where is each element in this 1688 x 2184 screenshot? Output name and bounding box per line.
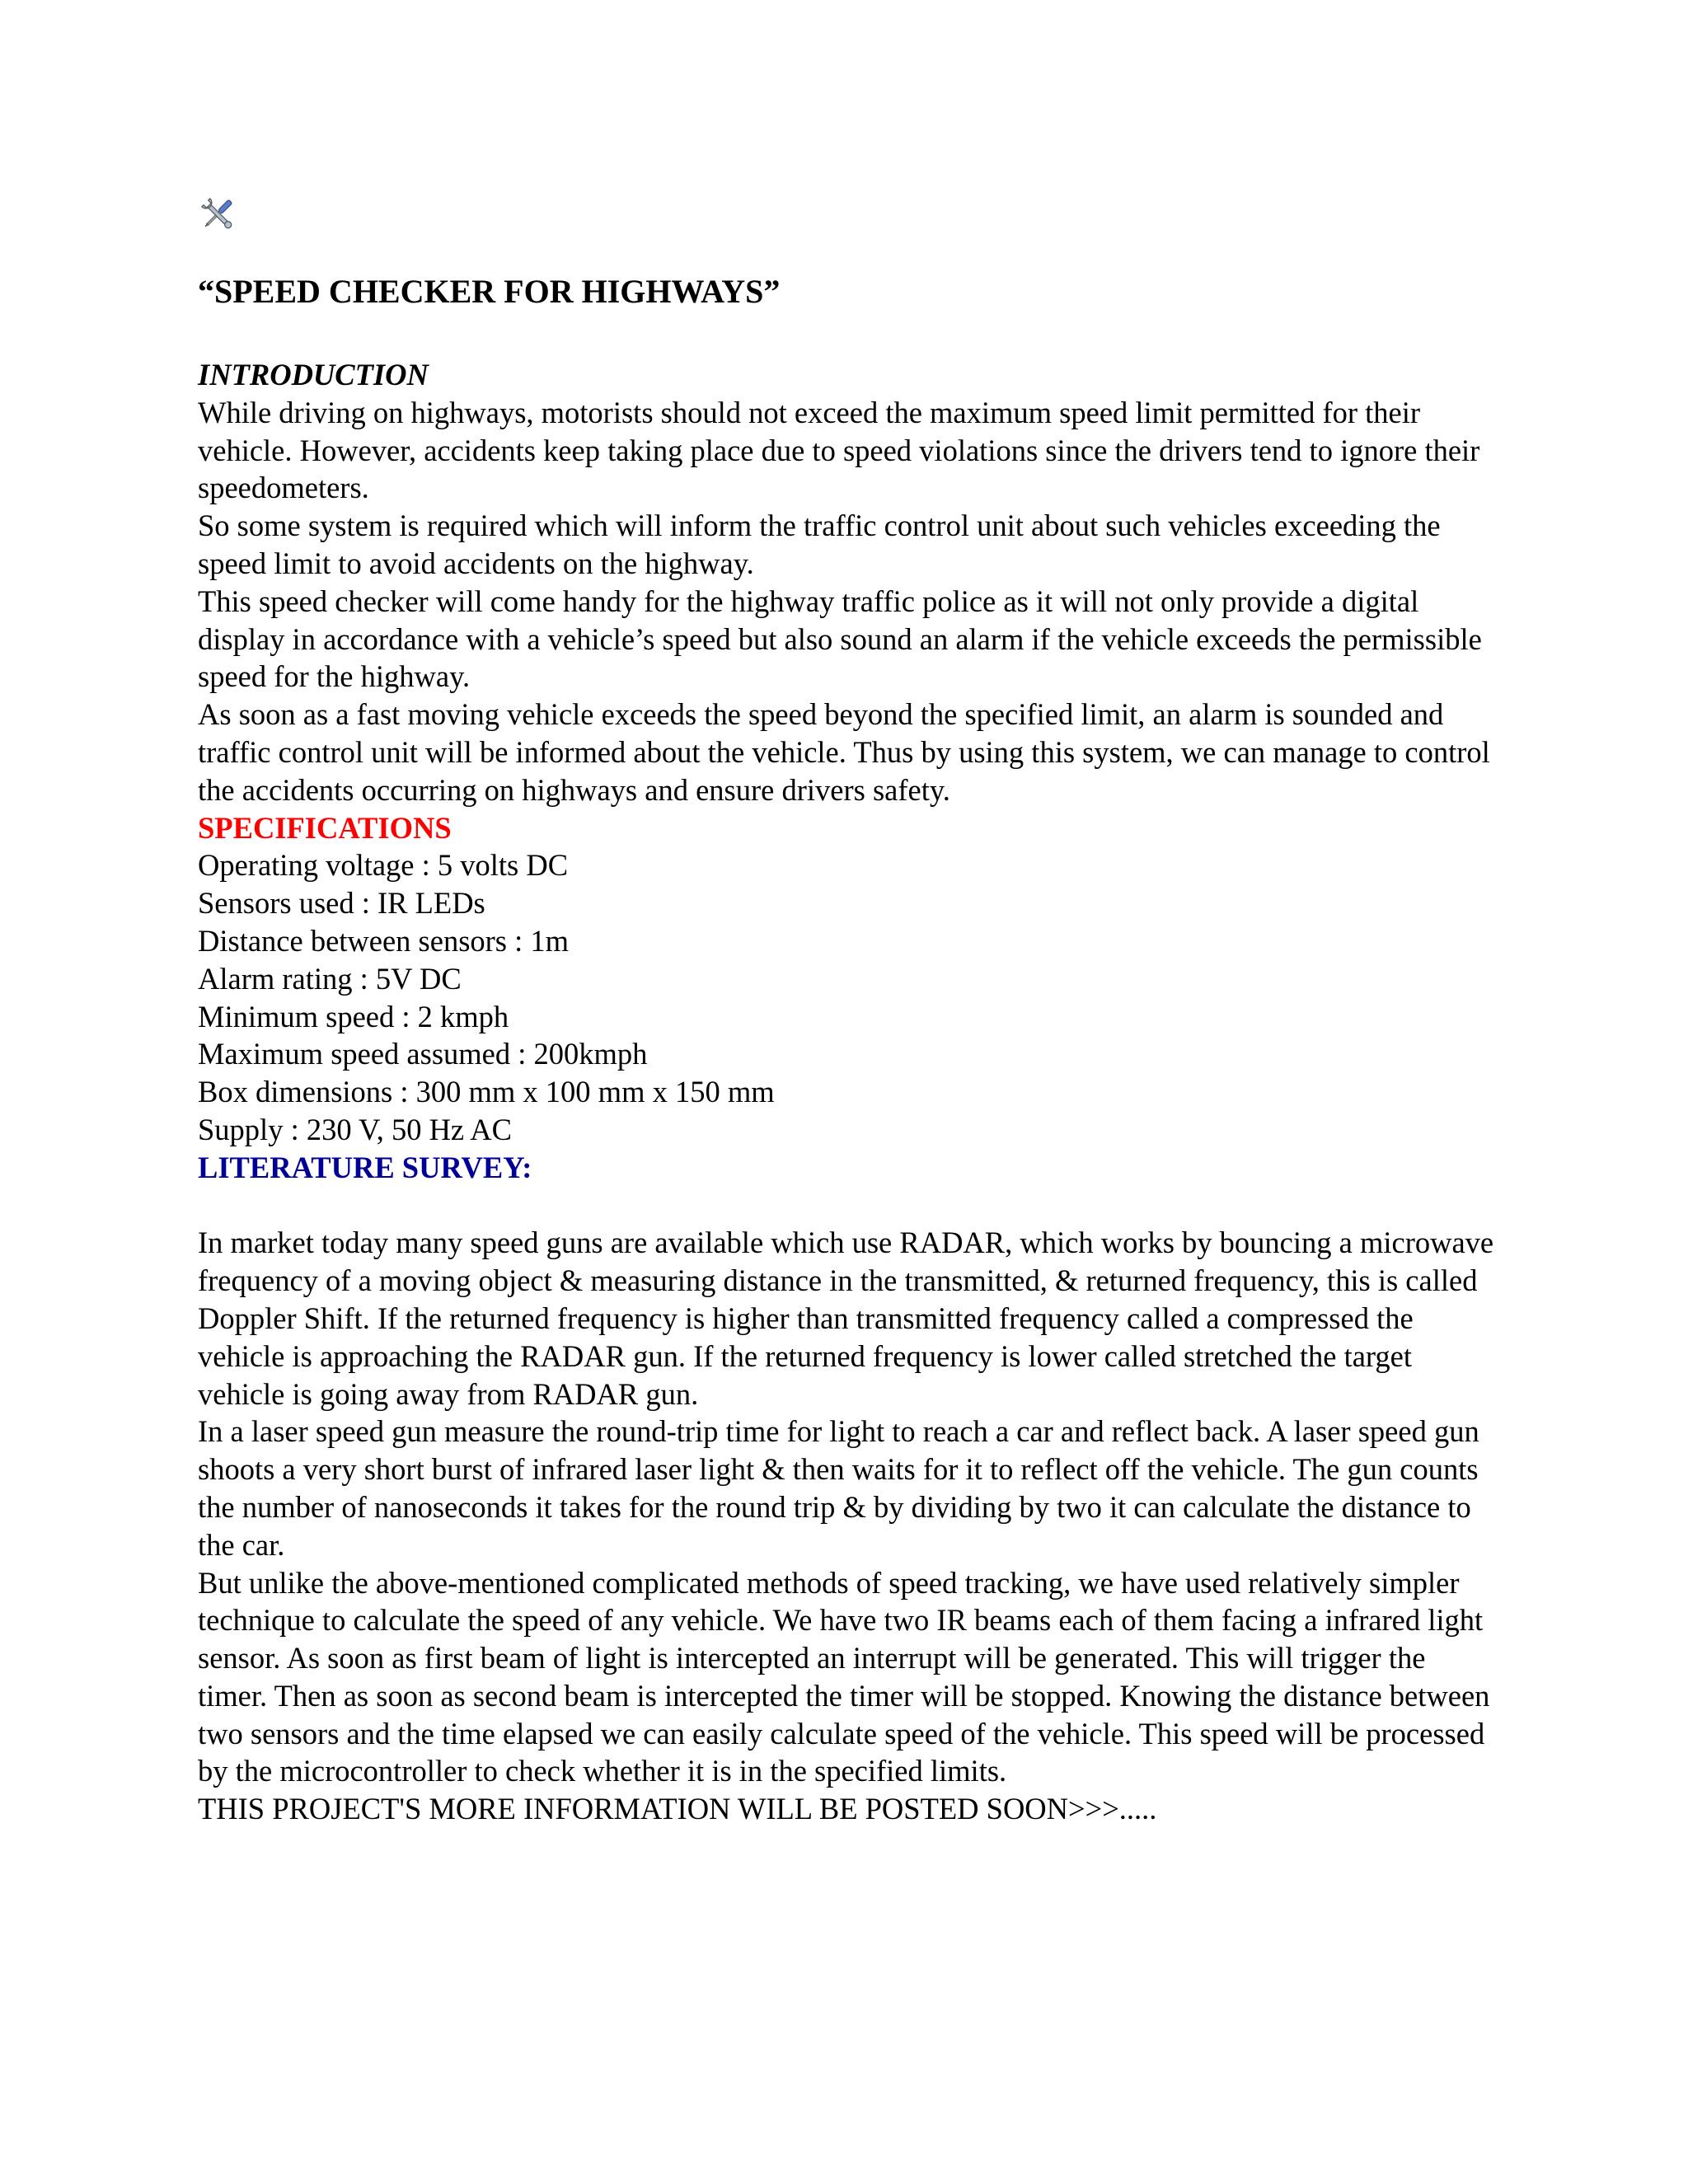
spec-item: Alarm rating : 5V DC	[198, 961, 462, 996]
literature-survey-heading: LITERATURE SURVEY:	[198, 1150, 532, 1184]
footer-note: THIS PROJECT'S MORE INFORMATION WILL BE POSTED SOON>>>.....	[198, 1792, 1157, 1826]
spec-item: Sensors used : IR LEDs	[198, 886, 485, 921]
spec-item: Distance between sensors : 1m	[198, 923, 570, 958]
document-page	[198, 194, 1500, 1826]
spec-item: Supply : 230 V, 50 Hz AC	[198, 1112, 512, 1146]
literature-paragraph: In a laser speed gun measure the round-trip time for light to reach a car and reflect back. A laser speed gun shoots a very short burst of infrared laser light & then waits for it to reflect off the vehicle. The gun counts the number of nanoseconds it takes for the round trip & by dividing by two it can calculate the distance to the car.	[198, 1414, 1479, 1562]
intro-paragraph: As soon as a fast moving vehicle exceeds the speed beyond the specified limit, an alarm is sounded and traffic control unit will be informed about the vehicle. Thus by using this system, we can manage to control the accidents occurring on highways and ensure drivers safety.	[198, 697, 1490, 807]
blank-line	[198, 1187, 1500, 1225]
tools-icon	[198, 194, 237, 234]
introduction-heading: INTRODUCTION	[198, 358, 429, 391]
intro-paragraph: While driving on highways, motorists should not exceed the maximum speed limit permitted for their vehicle. However, accidents keep taking place due to speed violations since the drivers tend to ignore their speedometers.	[198, 395, 1480, 505]
document-body	[198, 356, 1500, 1828]
intro-paragraph: This speed checker will come handy for the highway traffic police as it will not only provide a digital display in accordance with a vehicle’s speed but also sound an alarm if the vehicle exceeds the permissible speed for the highway.	[198, 583, 1482, 694]
specifications-heading: SPECIFICATIONS	[198, 810, 452, 845]
literature-paragraph: But unlike the above-mentioned complicated methods of speed tracking, we have used relatively simpler technique to calculate the speed of any vehicle. We have two IR beams each of them facing a infrared light sensor. As soon as first beam of light is intercepted an interrupt will be generated. This will trigger the timer. Then as soon as second beam is intercepted the timer will be stopped. Knowing the distance between two sensors and the time elapsed we can easily calculate speed of the vehicle. This speed will be processed by the microcontroller to check whether it is in the specified limits.	[198, 1565, 1490, 1788]
literature-paragraph: In market today many speed guns are available which use RADAR, which works by bouncing a microwave frequency of a moving object & measuring distance in the transmitted, & returned frequency, this is called Doppler Shift. If the returned frequency is higher than transmitted frequency called a compressed the vehicle is approaching the RADAR gun. If the returned frequency is lower called stretched the target vehicle is going away from RADAR gun.	[198, 1226, 1494, 1411]
page-title: “SPEED CHECKER FOR HIGHWAYS”	[198, 273, 781, 310]
spec-item: Operating voltage : 5 volts DC	[198, 848, 569, 883]
intro-paragraph: So some system is required which will inform the traffic control unit about such vehicles exceeding the speed limit to avoid accidents on the highway.	[198, 509, 1441, 580]
spec-item: Box dimensions : 300 mm x 100 mm x 150 mm	[198, 1075, 775, 1109]
spec-item: Minimum speed : 2 kmph	[198, 999, 509, 1033]
spec-item: Maximum speed assumed : 200kmph	[198, 1037, 648, 1071]
